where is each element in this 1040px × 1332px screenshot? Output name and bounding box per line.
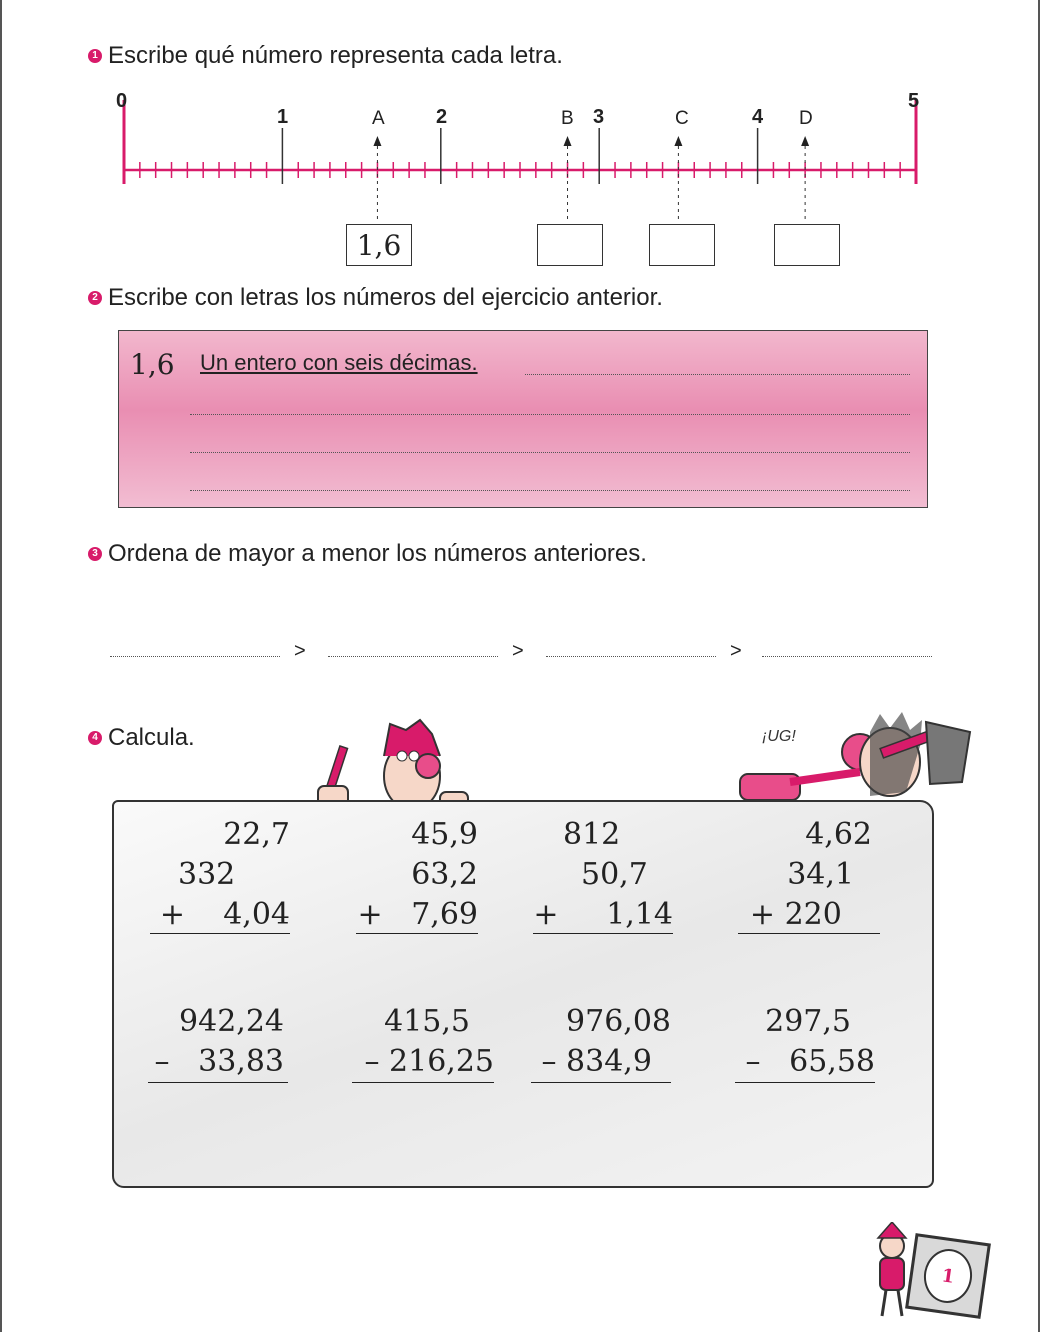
row1-number: 1,6 [130,348,175,381]
addend: 63,2 [411,857,478,892]
order-blank-3[interactable] [546,656,716,657]
subtraction-line [148,1082,288,1083]
addition-4 [738,815,880,935]
page-number: 1 [920,1246,975,1306]
numberline-label-0: 0 [116,90,128,112]
greater-than-2: > [512,640,524,662]
addend: 4,62 [805,817,872,852]
row1-text: Un entero con seis décimas. [200,350,478,375]
minuend: 976,08 [566,1004,671,1039]
answer-box-d[interactable] [774,224,840,266]
addition-3 [533,815,673,935]
exercise-4-title: Calcula. [108,724,195,751]
subtrahend: – 216,25 [364,1044,494,1079]
addend: 45,9 [411,817,478,852]
subtraction-line [735,1082,875,1083]
numberline-label-4: 4 [752,106,764,128]
subtraction-1 [148,1002,288,1082]
greater-than-3: > [730,640,742,662]
answer-box-c[interactable] [649,224,715,266]
minuend: 415,5 [384,1004,470,1039]
subtrahend: – 834,9 [541,1044,671,1079]
subtraction-3 [531,1002,671,1082]
sum-line [356,933,478,934]
addend: 812 [563,817,621,852]
sum-line [150,933,290,934]
exercise-2-title: Escribe con letras los números del ejercicio anterior. [108,284,663,311]
numberline-label-5: 5 [908,90,920,112]
numberline-label-2: 2 [436,106,448,128]
numberline-arrow-marker [801,136,809,146]
exercise-bullet: 2 [88,291,102,305]
subtraction-4 [735,1002,875,1082]
exercise-2-heading [88,284,663,312]
addend: + 7,69 [357,897,478,932]
numberline-arrow-marker [564,136,572,146]
exclamation-text: ¡UG! [762,728,796,745]
greater-than-1: > [294,640,306,662]
minuend: 942,24 [179,1004,284,1039]
addend: + 220 [749,897,880,932]
write-line-3[interactable] [190,452,910,453]
exercise-bullet: 4 [88,731,102,745]
numberline-letter-a: A [372,108,385,129]
subtrahend: – 65,58 [745,1044,875,1079]
numberline-arrow-marker [373,136,381,146]
exercise-3-title: Ordena de mayor a menor los números anteriores. [108,540,647,567]
addend: + 4,04 [159,897,290,932]
numberline-label-1: 1 [277,106,289,128]
order-blank-4[interactable] [762,656,932,657]
order-blank-1[interactable] [110,656,280,657]
page-left-edge [0,0,2,1332]
exercise-1-heading [88,42,563,70]
sum-line [533,933,673,934]
answer-box-a: 1,6 [346,224,412,266]
addend: 34,1 [787,857,854,892]
write-line-2[interactable] [190,414,910,415]
write-line-4[interactable] [190,490,910,491]
order-blank-2[interactable] [328,656,498,657]
numberline-letter-d: D [799,108,813,129]
subtraction-line [352,1082,494,1083]
page-number-badge [905,1233,991,1319]
addition-1 [150,815,290,935]
exercise-1-title: Escribe qué número representa cada letra. [108,42,563,69]
subtraction-2 [352,1002,494,1082]
answer-box-b[interactable] [537,224,603,266]
numberline-letter-b: B [561,108,574,129]
exercise-bullet: 1 [88,49,102,63]
addend: + 1,14 [533,897,673,932]
exercise-4-heading [88,724,195,752]
numberline-label-3: 3 [593,106,605,128]
exercise-bullet: 3 [88,547,102,561]
addition-2 [356,815,478,935]
subtraction-line [531,1082,671,1083]
addend: 50,7 [581,857,648,892]
sum-line [738,933,880,934]
numberline-letter-c: C [675,108,689,129]
minuend: 297,5 [765,1004,851,1039]
write-line-1 [525,374,910,375]
addend: 332 [178,857,236,892]
addend: 22,7 [223,817,290,852]
numberline-arrow-marker [674,136,682,146]
subtrahend: – 33,83 [154,1044,284,1079]
exercise-3-heading [88,540,647,568]
